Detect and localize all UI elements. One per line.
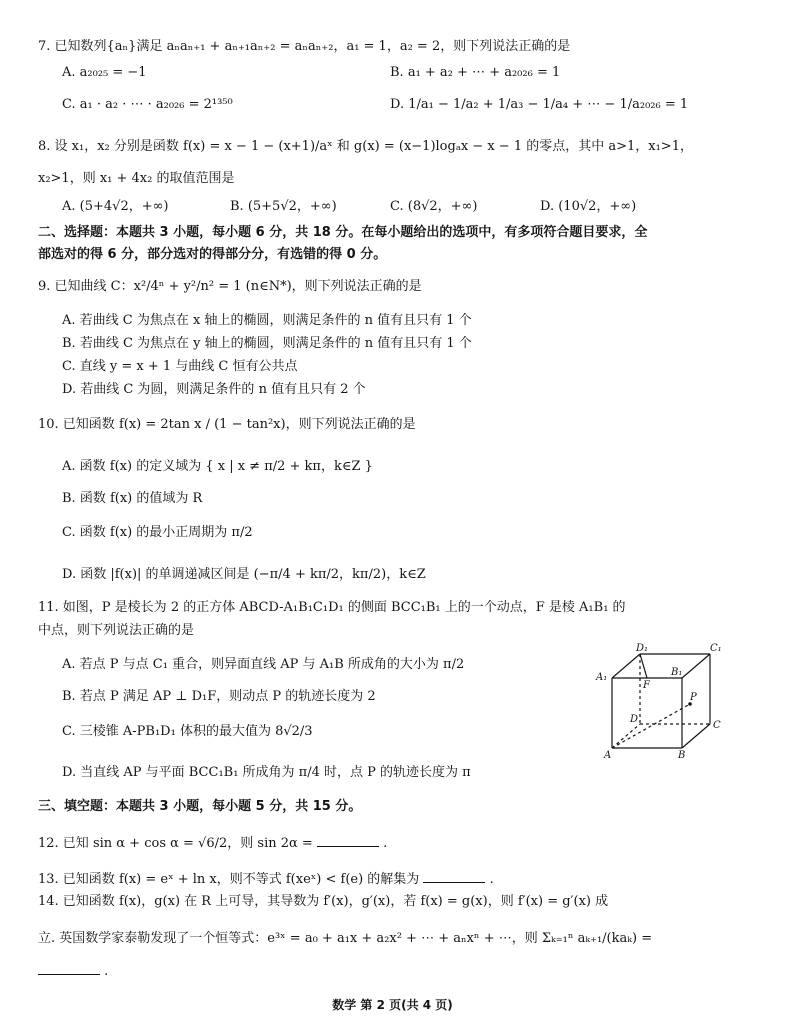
q10-option-a: A. 函数 f(x) 的定义域为 { x | x ≠ π/2 + kπ，k∈Z }: [62, 459, 373, 474]
q8-option-d: D. (10√2，+∞): [540, 199, 637, 214]
q8-option-a: A. (5+4√2，+∞): [62, 199, 169, 214]
q9-option-a: A. 若曲线 C 为焦点在 x 轴上的椭圆，则满足条件的 n 值有且只有 1 个: [62, 313, 472, 328]
q11-stem-line1: 11. 如图，P 是棱长为 2 的正方体 ABCD-A₁B₁C₁D₁ 的侧面 BCC₁B₁ 上的一个动点，F 是棱 A₁B₁ 的: [38, 600, 626, 615]
edge-b1c1: [682, 654, 710, 678]
label-c1: C₁: [710, 643, 722, 654]
q8-options: [62, 198, 782, 216]
q14-period: .: [104, 964, 109, 979]
label-a1: A₁: [596, 672, 608, 683]
q10-option-c: C. 函数 f(x) 的最小正周期为 π/2: [62, 525, 253, 540]
label-d: D: [630, 714, 639, 725]
label-p: P: [690, 692, 697, 703]
q13-answer-blank: [423, 870, 485, 883]
section2-heading-line2: 部选对的得 6 分，部分选对的得部分分，有选错的得 0 分。: [38, 247, 387, 262]
segment-ap: [612, 704, 690, 748]
q9-option-b: B. 若曲线 C 为焦点在 y 轴上的椭圆，则满足条件的 n 值有且只有 1 个: [62, 336, 472, 351]
q13-text: 13. 已知函数 f(x) = eˣ + ln x，则不等式 f(xeˣ) < f(e) 的解集为: [38, 872, 420, 887]
segment-d1f: [640, 654, 647, 678]
q7-options-ab: [62, 64, 782, 82]
q7-option-c: C. a₁ · a₂ · ⋯ · a₂₀₂₆ = 2¹³⁵⁰: [62, 97, 233, 112]
q7-option-b: B. a₁ + a₂ + ⋯ + a₂₀₂₆ = 1: [390, 65, 561, 80]
edge-bc: [682, 724, 710, 748]
q8-option-b: B. (5+5√2，+∞): [230, 199, 337, 214]
q7-option-a: A. a₂₀₂₅ = −1: [62, 65, 147, 80]
label-c: C: [713, 720, 721, 731]
label-d1: D₁: [636, 643, 649, 654]
q9-option-d: D. 若曲线 C 为圆，则满足条件的 n 值有且只有 2 个: [62, 382, 366, 397]
q12-period: .: [383, 836, 388, 851]
label-f: F: [643, 680, 650, 691]
q10-option-b: B. 函数 f(x) 的值域为 R: [62, 491, 203, 506]
cube-figure: [592, 642, 732, 760]
q7-options-cd: [62, 96, 782, 114]
section3-heading: 三、填空题：本题共 3 小题，每小题 5 分，共 15 分。: [38, 799, 362, 814]
label-a: A: [604, 750, 612, 760]
q12-line: [38, 834, 758, 853]
q10-option-d: D. 函数 |f(x)| 的单调递减区间是 (−π/4 + kπ/2，kπ/2)，k∈Z: [62, 567, 426, 582]
q14-line1: 14. 已知函数 f(x)，g(x) 在 R 上可导，其导数为 f′(x)，g′(x)，若 f(x) = g(x)，则 f′(x) = g′(x) 成: [38, 894, 609, 909]
q13-period: .: [489, 872, 494, 887]
q8-stem-line1: 8. 设 x₁，x₂ 分别是函数 f(x) = x − 1 − (x+1)/aˣ 和 g(x) = (x−1)logₐx − x − 1 的零点，其中 a>1，x₁>1，: [38, 139, 693, 154]
q7-option-d: D. 1/a₁ − 1/a₂ + 1/a₃ − 1/a₄ + ⋯ − 1/a₂₀₂₆ = 1: [390, 97, 689, 112]
q8-option-c: C. (8√2，+∞): [390, 199, 478, 214]
label-b1: B₁: [671, 667, 683, 678]
q10-stem: 10. 已知函数 f(x) = 2tan x / (1 − tan²x)，则下列说法正确的是: [38, 417, 416, 432]
q14-line2: 立. 英国数学家泰勒发现了一个恒等式：e³ˣ = a₀ + a₁x + a₂x² + ⋯ + aₙxⁿ + ⋯，则 Σₖ₌₁ⁿ aₖ₊₁/(kaₖ) =: [38, 931, 653, 946]
q11-option-c: C. 三棱锥 A-PB₁D₁ 体积的最大值为 8√2/3: [62, 724, 313, 739]
q12-answer-blank: [317, 834, 379, 847]
edge-ad: [612, 724, 640, 748]
q11-option-b: B. 若点 P 满足 AP ⊥ D₁F，则动点 P 的轨迹长度为 2: [62, 689, 376, 704]
q11-option-d: D. 当直线 AP 与平面 BCC₁B₁ 所成角为 π/4 时，点 P 的轨迹长度为 π: [62, 765, 471, 780]
q13-line: [38, 870, 758, 889]
section2-heading-line1: 二、选择题：本题共 3 小题，每小题 6 分，共 18 分。在每小题给出的选项中，有多项符合题目要求，全: [38, 225, 648, 240]
q11-option-a: A. 若点 P 与点 C₁ 重合，则异面直线 AP 与 A₁B 所成角的大小为 π/2: [62, 657, 465, 672]
q8-stem-line2: x₂>1，则 x₁ + 4x₂ 的取值范围是: [38, 171, 235, 186]
page-footer: 数学 第 2 页(共 4 页): [332, 998, 453, 1012]
q11-stem-line2: 中点，则下列说法正确的是: [38, 623, 195, 638]
q9-option-c: C. 直线 y = x + 1 与曲线 C 恒有公共点: [62, 359, 298, 374]
q7-stem: 7. 已知数列{aₙ}满足 aₙaₙ₊₁ + aₙ₊₁aₙ₊₂ = aₙaₙ₊₂，a₁ = 1，a₂ = 2，则下列说法正确的是: [38, 39, 571, 54]
label-b: B: [678, 750, 686, 760]
q12-text: 12. 已知 sin α + cos α = √6/2，则 sin 2α =: [38, 836, 313, 851]
q14-answer-blank: [38, 962, 100, 975]
q9-stem: 9. 已知曲线 C：x²/4ⁿ + y²/n² = 1 (n∈N*)，则下列说法正确的是: [38, 279, 422, 294]
edge-a1d1: [612, 654, 640, 678]
q14-line3: [38, 962, 758, 981]
